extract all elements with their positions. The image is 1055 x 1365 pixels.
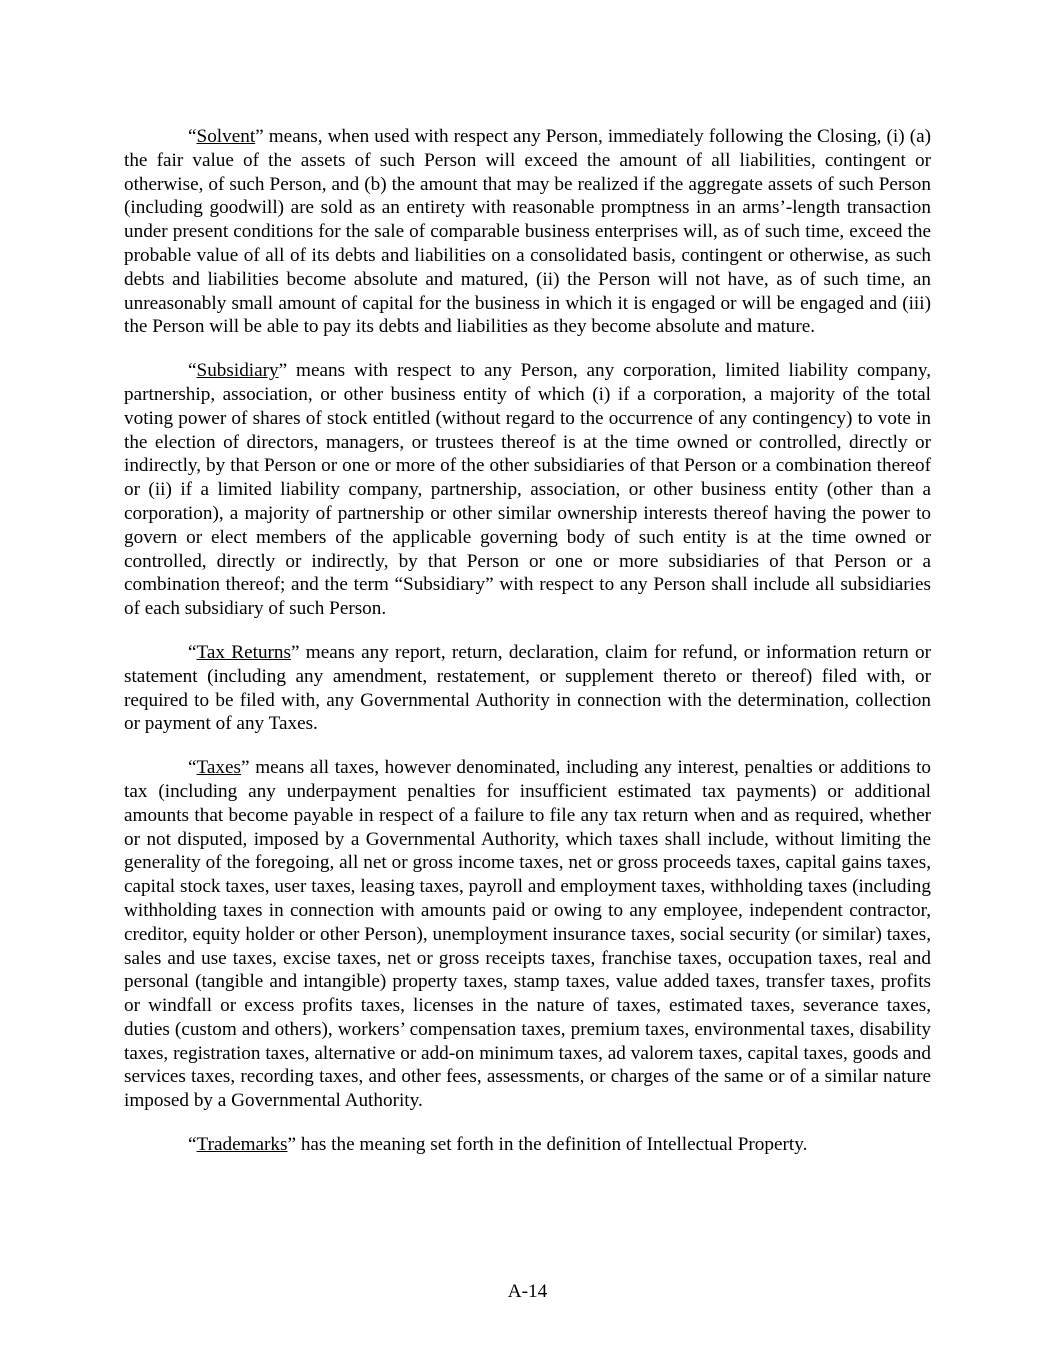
defined-term: Tax Returns <box>196 641 291 663</box>
close-quote: ” <box>290 641 300 663</box>
open-quote: “ <box>188 757 197 779</box>
open-quote: “ <box>188 360 197 382</box>
close-quote: ” <box>241 757 250 779</box>
close-quote: ” <box>287 1134 297 1156</box>
close-quote: ” <box>278 360 288 382</box>
defined-term: Taxes <box>196 757 242 779</box>
definition-text: has the meaning set forth in the definition of Intellectual Property. <box>296 1134 808 1156</box>
definition-text: means, when used with respect any Person, immediately following the Closing, (i) (a) the fair value of the assets of such Person will exceed the amount of all liabilities, contingent or otherwise, of such Person, and (b) the amount that may be realized if the aggregate assets of such Person (including goodwill) are sold as an entirety with reasonable promptness in an arms’-length transaction under present conditions for the sale of comparable business enterprises will, as of such time, exceed the probable value of all of its debts and liabilities on a consolidated basis, contingent or otherwise, as such debts and liabilities become absolute and matured, (ii) the Person will not have, as of such time, an unreasonably small amount of capital for the business in which it is engaged or will be engaged and (iii) the Person will be able to pay its debts and liabilities as they become absolute and mature. <box>124 126 931 338</box>
defined-term: Subsidiary <box>196 360 279 382</box>
definition-taxes <box>124 756 931 1113</box>
definition-text: means with respect to any Person, any corporation, limited liability company, partnership, association, or other business entity of which (i) if a corporation, a majority of the total voting power of shares of stock entitled (without regard to the occurrence of any contingency) to vote in the election of directors, managers, or trustees thereof is at the time owned or controlled, directly or indirectly, by that Person or one or more of the other subsidiaries of that Person or a combination thereof or (ii) if a limited liability company, partnership, association, or other business entity (other than a corporation), a majority of partnership or other similar ownership interests thereof having the power to govern or elect members of the applicable governing body of such entity is at the time owned or controlled, directly or indirectly, by that Person or one or more subsidiaries of that Person or a combination thereof; and the term “Subsidiary” with respect to any Person shall include all subsidiaries of each subsidiary of such Person. <box>124 360 931 620</box>
definition-solvent <box>124 125 931 339</box>
defined-term: Trademarks <box>196 1134 288 1156</box>
document-page <box>124 125 931 1157</box>
definition-subsidiary <box>124 359 931 621</box>
page-number: A-14 <box>507 1281 548 1302</box>
defined-term: Solvent <box>196 126 256 147</box>
open-quote: “ <box>188 1134 197 1156</box>
definition-text: means all taxes, however denominated, including any interest, penalties or additions to tax (including any underpayment penalties for insufficient estimated tax payments) or additional amounts that become payable in respect of a failure to file any tax return when and as required, whether or not disputed, imposed by a Governmental Authority, which taxes shall include, without limiting the generality of the foregoing, all net or gross income taxes, net or gross proceeds taxes, capital gains taxes, capital stock taxes, user taxes, leasing taxes, payroll and employment taxes, withholding taxes (including withholding taxes in connection with amounts paid or owing to any employee, independent contractor, creditor, equity holder or other Person), unemployment insurance taxes, social security (or similar) taxes, sales and use taxes, excise taxes, net or gross receipts taxes, franchise taxes, occupation taxes, real and personal (tangible and intangible) property taxes, stamp taxes, value added taxes, transfer taxes, profits or windfall or excess profits taxes, licenses in the nature of taxes, estimated taxes, severance taxes, duties (custom and others), workers’ compensation taxes, premium taxes, environmental taxes, disability taxes, registration taxes, alternative or add-on minimum taxes, ad valorem taxes, capital taxes, goods and services taxes, recording taxes, and other fees, assessments, or charges of the same or of a similar nature imposed by a Governmental Authority. <box>124 757 931 1112</box>
definition-trademarks <box>124 1133 931 1157</box>
open-quote: “ <box>188 641 197 663</box>
definition-tax-returns <box>124 641 931 736</box>
definition-text: means any report, return, declaration, claim for refund, or information return or statement (including any amendment, restatement, or supplement thereto or thereof) filed with, or required to be filed with, any Governmental Authority in connection with the determination, collection or payment of any Taxes. <box>124 641 931 735</box>
open-quote: “ <box>188 126 197 147</box>
close-quote: ” <box>255 126 264 147</box>
